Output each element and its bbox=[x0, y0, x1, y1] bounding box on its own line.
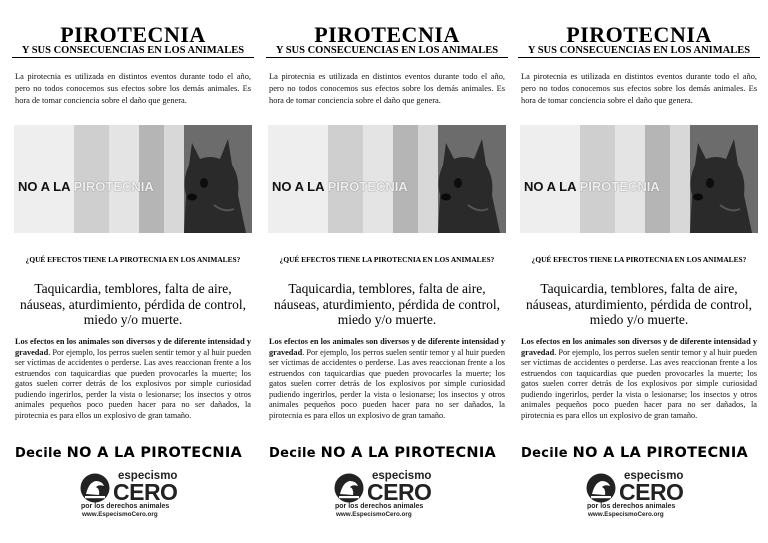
logo-url: www.EspecismoCero.org bbox=[336, 511, 412, 518]
dog-photo bbox=[268, 125, 506, 233]
especismo-cero-logo-icon bbox=[80, 473, 110, 503]
logo-tagline: por los derechos animales bbox=[335, 503, 424, 510]
especismo-cero-logo-icon bbox=[586, 473, 616, 503]
flyer-subtitle: Y SUS CONSECUENCIAS EN LOS ANIMALES bbox=[518, 45, 760, 58]
flyer-subtitle: Y SUS CONSECUENCIAS EN LOS ANIMALES bbox=[266, 45, 508, 58]
logo-especismo-text: especismo bbox=[624, 470, 684, 482]
logo-especismo-text: especismo bbox=[372, 470, 432, 482]
effects-paragraph: Los efectos en los animales son diversos y de diferente intensidad y gravedad. Por ejemplo, los perros suelen sentir temor y al huir pueden ser víctimas de accidentes o perderse. Las aves reaccionan frente a los estruendos con taquicardias que pueden provocarles la muerte; los gatos suelen correr detrás de los explosivos por simple curiosidad pudiendo ingerirlos, perder la vista o lesionarse; los insectos y otros animales pequeños poco pueden hacer para no ser dañados, la pirotecnia es para ellos un explosivo de gran tamaño. bbox=[15, 337, 251, 420]
no-pirotecnia-banner: NO A LA PIROTECNIA bbox=[18, 179, 154, 194]
flyer-title: PIROTECNIA bbox=[60, 22, 206, 47]
logo-url: www.EspecismoCero.org bbox=[82, 511, 158, 518]
logo-url: www.EspecismoCero.org bbox=[588, 511, 664, 518]
symptoms-list: Taquicardia, temblores, falta de aire, náuseas, aturdimiento, pérdida de control, miedo y/o muerte. bbox=[525, 281, 753, 327]
decile-slogan: Decile NO A LA PIROTECNIA bbox=[269, 445, 497, 461]
no-pirotecnia-banner: NO A LA PIROTECNIA bbox=[272, 179, 408, 194]
dog-photo bbox=[14, 125, 252, 233]
intro-paragraph: La pirotecnia es utilizada en distintos eventos durante todo el año, pero no todos conocemos sus efectos sobre los demás animales. Es hora de tomar conciencia sobre el daño que genera. bbox=[15, 72, 251, 106]
flyer-panel-3 bbox=[518, 0, 760, 543]
intro-paragraph: La pirotecnia es utilizada en distintos eventos durante todo el año, pero no todos conocemos sus efectos sobre los demás animales. Es hora de tomar conciencia sobre el daño que genera. bbox=[521, 72, 757, 106]
effects-question: ¿QUÉ EFECTOS TIENE LA PIROTECNIA EN LOS ANIMALES? bbox=[25, 255, 241, 264]
especismo-cero-logo bbox=[80, 470, 190, 522]
logo-cero-text: CERO bbox=[367, 479, 432, 505]
flyer-panel-2 bbox=[266, 0, 508, 543]
intro-paragraph: La pirotecnia es utilizada en distintos eventos durante todo el año, pero no todos conocemos sus efectos sobre los demás animales. Es hora de tomar conciencia sobre el daño que genera. bbox=[269, 72, 505, 106]
especismo-cero-logo bbox=[334, 470, 444, 522]
symptoms-list: Taquicardia, temblores, falta de aire, náuseas, aturdimiento, pérdida de control, miedo y/o muerte. bbox=[273, 281, 501, 327]
logo-tagline: por los derechos animales bbox=[81, 503, 170, 510]
decile-slogan: Decile NO A LA PIROTECNIA bbox=[521, 445, 749, 461]
logo-especismo-text: especismo bbox=[118, 470, 178, 482]
logo-tagline: por los derechos animales bbox=[587, 503, 676, 510]
flyer-title: PIROTECNIA bbox=[314, 22, 460, 47]
effects-paragraph: Los efectos en los animales son diversos y de diferente intensidad y gravedad. Por ejemplo, los perros suelen sentir temor y al huir pueden ser víctimas de accidentes o perderse. Las aves reaccionan frente a los estruendos con taquicardias que pueden provocarles la muerte; los gatos suelen correr detrás de los explosivos por simple curiosidad pudiendo ingerirlos, perder la vista o lesionarse; los insectos y otros animales pequeños poco pueden hacer para no ser dañados, la pirotecnia es para ellos un explosivo de gran tamaño. bbox=[269, 337, 505, 420]
especismo-cero-logo bbox=[586, 470, 696, 522]
decile-slogan: Decile NO A LA PIROTECNIA bbox=[15, 445, 243, 461]
logo-cero-text: CERO bbox=[619, 479, 684, 505]
flyer-subtitle: Y SUS CONSECUENCIAS EN LOS ANIMALES bbox=[12, 45, 254, 58]
effects-question: ¿QUÉ EFECTOS TIENE LA PIROTECNIA EN LOS ANIMALES? bbox=[531, 255, 747, 264]
flyer-panel-1 bbox=[12, 0, 254, 543]
flyer-title: PIROTECNIA bbox=[566, 22, 712, 47]
no-pirotecnia-banner: NO A LA PIROTECNIA bbox=[524, 179, 660, 194]
especismo-cero-logo-icon bbox=[334, 473, 364, 503]
effects-question: ¿QUÉ EFECTOS TIENE LA PIROTECNIA EN LOS ANIMALES? bbox=[279, 255, 495, 264]
effects-paragraph: Los efectos en los animales son diversos y de diferente intensidad y gravedad. Por ejemplo, los perros suelen sentir temor y al huir pueden ser víctimas de accidentes o perderse. Las aves reaccionan frente a los estruendos con taquicardias que pueden provocarles la muerte; los gatos suelen correr detrás de los explosivos por simple curiosidad pudiendo ingerirlos, perder la vista o lesionarse; los insectos y otros animales pequeños poco pueden hacer para no ser dañados, la pirotecnia es para ellos un explosivo de gran tamaño. bbox=[521, 337, 757, 420]
symptoms-list: Taquicardia, temblores, falta de aire, náuseas, aturdimiento, pérdida de control, miedo y/o muerte. bbox=[19, 281, 247, 327]
dog-photo bbox=[520, 125, 758, 233]
logo-cero-text: CERO bbox=[113, 479, 178, 505]
